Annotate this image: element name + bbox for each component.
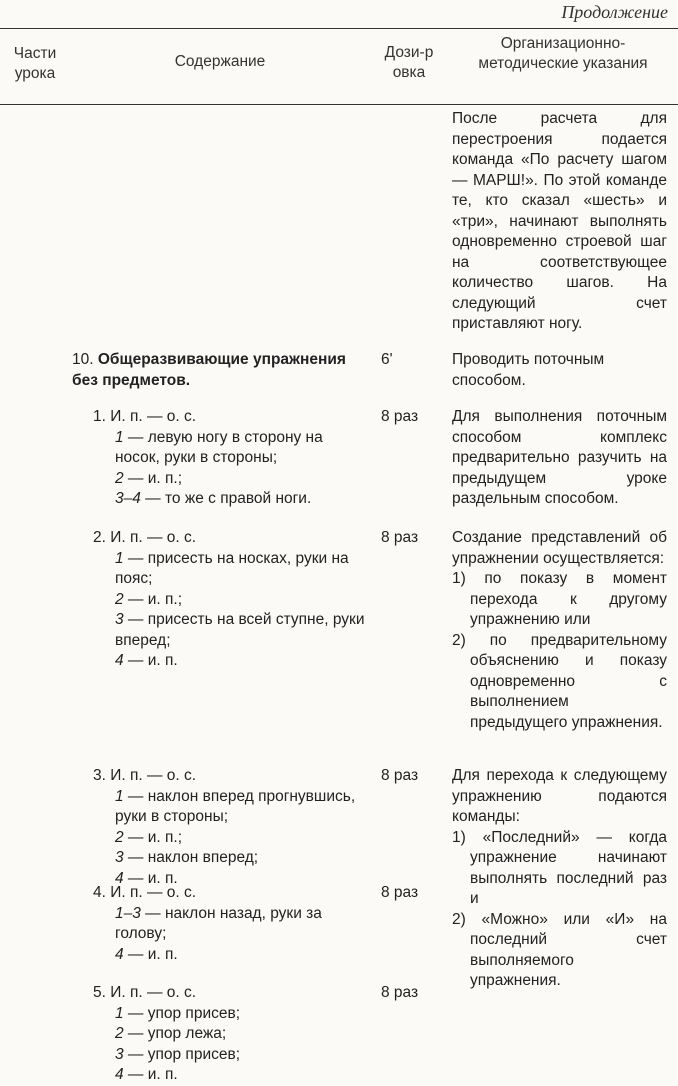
count-number: 4: [115, 1066, 124, 1083]
count-number: 3: [115, 849, 124, 866]
exercise-3: [93, 766, 368, 889]
count-number: 4: [115, 945, 124, 963]
exercise-start-position: 1. И. п. — о. с.: [93, 408, 197, 425]
exercise-4-dose: 8 раз: [381, 884, 419, 901]
exercise-start-position: 5. И. п. — о. с.: [93, 984, 197, 1001]
exercise-count-line: [93, 651, 368, 672]
exercise-start-position: 3. И. п. — о. с.: [93, 767, 197, 784]
count-action: — то же с правой ноги.: [140, 490, 312, 507]
exercise-5-dose: 8 раз: [381, 984, 419, 1001]
exercise-count-line: [93, 848, 368, 869]
note-regrouping: После расчета для перестроения подается команда «По расчету шагом — МАРШ!». По этой команде те, кто сказал «шесть» и «три», начинают выполнять одновременно строевой шаг на соответствующее количество шагов. На следующий счет приставляют ногу.: [452, 110, 667, 332]
note-transition: [452, 766, 667, 992]
note-representation-item-2: 2) по предварительному объяснению и показу одновременно с выполнением предыдущего упражнения.: [452, 631, 667, 731]
header-parts: Части урока: [13, 45, 57, 82]
header-notes: Организационно-методические указания: [478, 35, 648, 72]
count-action: — упор присев;: [123, 1045, 241, 1063]
count-number: 1: [115, 1004, 124, 1022]
exercise-1-dose: 8 раз: [381, 408, 419, 425]
count-number: 1: [115, 549, 124, 567]
count-action: — присесть на всей ступне, руки вперед;: [115, 611, 365, 649]
note-transition-intro: Для перехода к следующему упражнению подаются команды:: [452, 767, 667, 825]
exercise-start-position: 2. И. п. — о. с.: [93, 529, 197, 546]
count-number: 3–4: [115, 490, 141, 507]
count-action: — и. п.;: [123, 590, 183, 608]
exercise-count-line: [93, 904, 368, 945]
count-action: — и. п.: [123, 1066, 178, 1083]
count-number: 4: [115, 652, 124, 669]
count-action: — и. п.: [123, 869, 178, 887]
count-number: 2: [115, 828, 124, 846]
note-representation-item-1: 1) по показу в момент перехода к другому упражнению или: [452, 570, 667, 628]
exercise-count-line: [93, 787, 368, 828]
exercise-count-line: [93, 549, 368, 590]
count-number: 4: [115, 869, 124, 887]
exercise-count-line: [93, 945, 368, 966]
exercise-2: [93, 528, 368, 672]
exercise-2-dose: 8 раз: [381, 529, 419, 546]
exercise-count-line: [93, 1004, 368, 1025]
count-number: 3: [115, 611, 124, 628]
count-number: 2: [115, 590, 124, 608]
section-title: [72, 350, 372, 391]
exercise-count-line: [93, 610, 368, 651]
count-action: — и. п.: [123, 652, 178, 669]
section-title-text: Общеразвивающие упражнения без предметов.: [72, 351, 346, 389]
count-number: 1–3: [115, 904, 141, 922]
exercise-4: [93, 883, 368, 965]
count-number: 3: [115, 1045, 124, 1063]
count-action: — упор присев;: [123, 1004, 241, 1022]
exercise-count-line: [93, 590, 368, 611]
note-representation-intro: Создание представлений об упражнении осуществляется:: [452, 529, 667, 567]
count-action: — наклон назад, руки за голову;: [115, 904, 322, 942]
count-number: 2: [115, 469, 124, 487]
table-top-rule: [0, 28, 678, 29]
running-head: Продолжение: [561, 2, 668, 22]
exercise-count-line: [93, 428, 368, 469]
exercise-1: [93, 407, 368, 510]
exercise-count-line: [93, 1065, 368, 1086]
count-action: — и. п.;: [123, 828, 183, 846]
exercise-count-line: [93, 1024, 368, 1045]
note-transition-item-1: 1) «Последний» — когда упражнение начинают выполнять последний раз и: [452, 828, 667, 907]
note-learning: Для выполнения поточным способом комплекс предварительно разучить на предыдущем уроке раздельным способом.: [452, 408, 667, 507]
count-action: — наклон вперед;: [123, 849, 259, 866]
exercise-count-line: [93, 828, 368, 849]
section-dose: 6': [381, 351, 393, 368]
count-action: — и. п.;: [123, 469, 183, 487]
count-action: — наклон вперед прогнувшись, руки в стороны;: [115, 787, 356, 825]
count-number: 1: [115, 787, 124, 805]
header-content: Содержание: [174, 53, 266, 70]
count-action: — левую ногу в сторону на носок, руки в стороны;: [115, 428, 323, 466]
count-action: — упор лежа;: [123, 1025, 227, 1042]
exercise-start-position: 4. И. п. — о. с.: [93, 884, 197, 901]
header-bottom-rule: [0, 104, 678, 105]
count-number: 2: [115, 1025, 124, 1042]
note-flow-method: Проводить поточным способом.: [452, 351, 605, 389]
note-representation: [452, 528, 667, 733]
count-action: — присесть на носках, руки на пояс;: [115, 549, 349, 587]
exercise-count-line: [93, 489, 368, 510]
count-action: — и. п.: [123, 945, 178, 963]
header-dosage: Дози-ровка: [384, 44, 434, 81]
exercise-3-dose: 8 раз: [381, 767, 419, 784]
count-number: 1: [115, 428, 124, 446]
exercise-count-line: [93, 1045, 368, 1066]
exercise-count-line: [93, 469, 368, 490]
exercise-5: [93, 983, 368, 1086]
note-transition-item-2: 2) «Можно» или «И» на последний счет выполняемого упражнения.: [452, 910, 667, 989]
section-number: 10.: [72, 351, 94, 368]
